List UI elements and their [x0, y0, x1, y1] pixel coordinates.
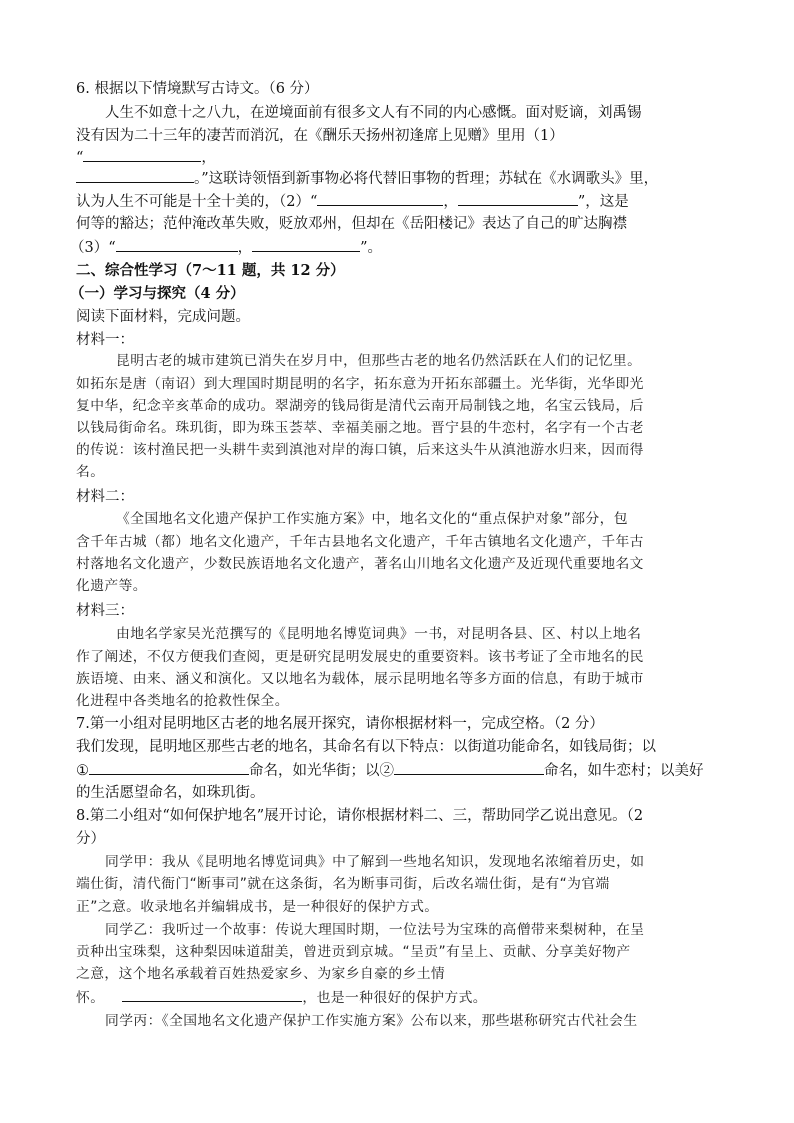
answer-blank-1b[interactable] — [76, 169, 194, 183]
q8-title: 8.第二小组对“如何保护地名”展开讨论，请你根据材料二、三，帮助同学乙说出意见。（2 — [76, 808, 644, 824]
q7-line-2-text-c: 命名，如牛恋村；以美好 — [544, 763, 704, 779]
material-2-line: 含千年古城（都）地名文化遗产，千年古县地名文化遗产，千年古镇地名文化遗产，千年古 — [76, 534, 644, 550]
answer-blank-3a[interactable] — [116, 238, 238, 252]
student-jia-line: 同学甲：我从《昆明地名博览词典》中了解到一些地名知识，发现地名浓缩着历史，如 — [105, 854, 645, 870]
open-quote: “ — [76, 150, 84, 166]
material-1-label: 材料一： — [76, 332, 134, 348]
student-yi-line: 同学乙：我听过一个故事：传说大理国时期，一位法号为宝珠的高僧带来梨树种，在呈 — [105, 922, 645, 938]
q7-line-1: 我们发现，昆明地区那些古老的地名，其命名有以下特点：以街道功能命名，如钱局街；以 — [76, 739, 656, 755]
material-3-line: 族语境、由来、涵义和演化。又以地名为载体，展示昆明地名等多方面的信息，有助于城市 — [76, 671, 644, 687]
q7-line-2-text-b: 命名，如光华街；以② — [249, 763, 394, 779]
q6-line-7-text-b: ”。 — [360, 240, 383, 256]
material-1-line: 以钱局街命名。珠玑街，即为珠玉荟萃、幸福美丽之地。晋宁县的牛恋村，名字有一个古老 — [76, 420, 644, 436]
answer-blank-1a[interactable] — [83, 148, 201, 162]
circled-one: ① — [76, 763, 89, 779]
material-1-line: 如拓东是唐（南诏）到大理国时期昆明的名字，拓东意为开拓东部疆土。光华街，光华即光 — [76, 376, 644, 392]
q7-line-3: 的生活愿望命名，如珠玑街。 — [76, 785, 265, 801]
q6-line-5 — [76, 192, 726, 211]
student-yi-line: 贡种出宝珠梨，这种梨因味道甜美，曾进贡到京城。“呈贡”有呈上、贡献、分享美好物产 — [76, 944, 631, 960]
section2-intro: 阅读下面材料，完成问题。 — [76, 309, 250, 325]
q6-line-3 — [76, 148, 726, 167]
q7-title: 7.第一小组对昆明地区古老的地名展开探究，请你根据材料一，完成空格。（2 分） — [76, 716, 604, 732]
material-1-line: 复中华，纪念辛亥革命的成功。翠湖旁的钱局街是清代云南开局制钱之地，名宝云钱局，后 — [76, 398, 644, 414]
q7-line-2 — [76, 761, 726, 780]
q6-line-7-text-a: （3）“ — [70, 240, 116, 256]
q6-line-4 — [76, 169, 726, 188]
material-2-line: 化遗产等。 — [76, 578, 147, 594]
student-jia-line: 端仕街，清代衙门“断事司”就在这条街，名为断事司街，后改名端仕街，是有“为官端 — [76, 876, 610, 892]
answer-blank-3b[interactable] — [252, 238, 360, 252]
material-1-line: 名。 — [76, 464, 105, 480]
material-1-line: 昆明古老的城市建筑已消失在岁月中，但那些古老的地名仍然活跃在人们的记忆里。 — [116, 353, 642, 369]
material-2-line: 《全国地名文化遗产保护工作实施方案》中，地名文化的“重点保护对象”部分，包 — [116, 511, 628, 527]
answer-blank-q7-2[interactable] — [394, 761, 544, 775]
q6-title: 6. 根据以下情境默写古诗文。（6 分） — [76, 81, 319, 97]
answer-blank-q7-1[interactable] — [89, 761, 249, 775]
answer-blank-q8[interactable] — [122, 988, 302, 1002]
material-2-line: 村落地名文化遗产，少数民族语地名文化遗产，著名山川地名文化遗产及近现代重要地名文 — [76, 556, 644, 572]
q6-line-2: 没有因为二十三年的凄苦而消沉，在《酬乐天扬州初逢席上见赠》里用（1） — [76, 128, 564, 144]
material-3-line: 由地名学家吴光范撰写的《昆明地名博览词典》一书，对昆明各县、区、村以上地名 — [116, 626, 642, 642]
material-3-label: 材料三： — [76, 603, 134, 619]
material-2-label: 材料二： — [76, 489, 134, 505]
q6-line-5-text-b: ”，这是 — [577, 194, 629, 210]
q6-line-1: 人生不如意十之八九，在逆境面前有很多文人有不同的内心感慨。面对贬谪，刘禹锡 — [105, 105, 642, 121]
student-yi-line: 之意，这个地名承载着百姓热爱家乡、为家乡自豪的乡土情 — [76, 966, 446, 982]
comma: ， — [237, 240, 253, 256]
q6-line-4-text: 。”这联诗领悟到新事物必将代替旧事物的哲理；苏轼在《水调歌头》里， — [194, 171, 659, 187]
section2-title: 二、综合性学习（7～11 题，共 12 分） — [76, 262, 345, 279]
material-3-line: 化进程中各类地名的抢救性保全。 — [76, 693, 289, 709]
student-yi-last-line — [76, 988, 726, 1007]
section2-subtitle: （一）学习与探究（4 分） — [70, 285, 245, 302]
student-bing-line: 同学丙：《全国地名文化遗产保护工作实施方案》公布以来，那些堪称研究古代社会生 — [105, 1013, 638, 1029]
q6-line-7 — [70, 238, 720, 257]
student-yi-text-a: 怀。 — [76, 990, 105, 1006]
material-1-line: 的传说：该村渔民把一头耕牛卖到滇池对岸的海口镇，后来这头牛从滇池游水归来，因而得 — [76, 442, 644, 458]
q8-title-cont: 分） — [76, 831, 105, 847]
comma: ， — [201, 150, 216, 166]
answer-blank-2a[interactable] — [317, 192, 443, 206]
answer-blank-2b[interactable] — [458, 192, 578, 206]
student-jia-line: 正”之意。收录地名并编辑成书，是一种很好的保护方式。 — [76, 899, 439, 915]
q6-line-5-text-a: 认为人生不可能是十全十美的，（2）“ — [76, 194, 318, 210]
q6-line-6: 何等的豁达；范仲淹改革失败，贬放邓州，但却在《岳阳楼记》表达了自己的旷达胸襟 — [76, 216, 627, 232]
comma: ， — [443, 194, 458, 210]
material-3-line: 作了阐述，不仅方便我们查阅，更是研究昆明发展史的重要资料。该书考证了全市地名的民 — [76, 649, 644, 665]
student-yi-text-b: ，也是一种很好的保护方式。 — [302, 990, 487, 1006]
